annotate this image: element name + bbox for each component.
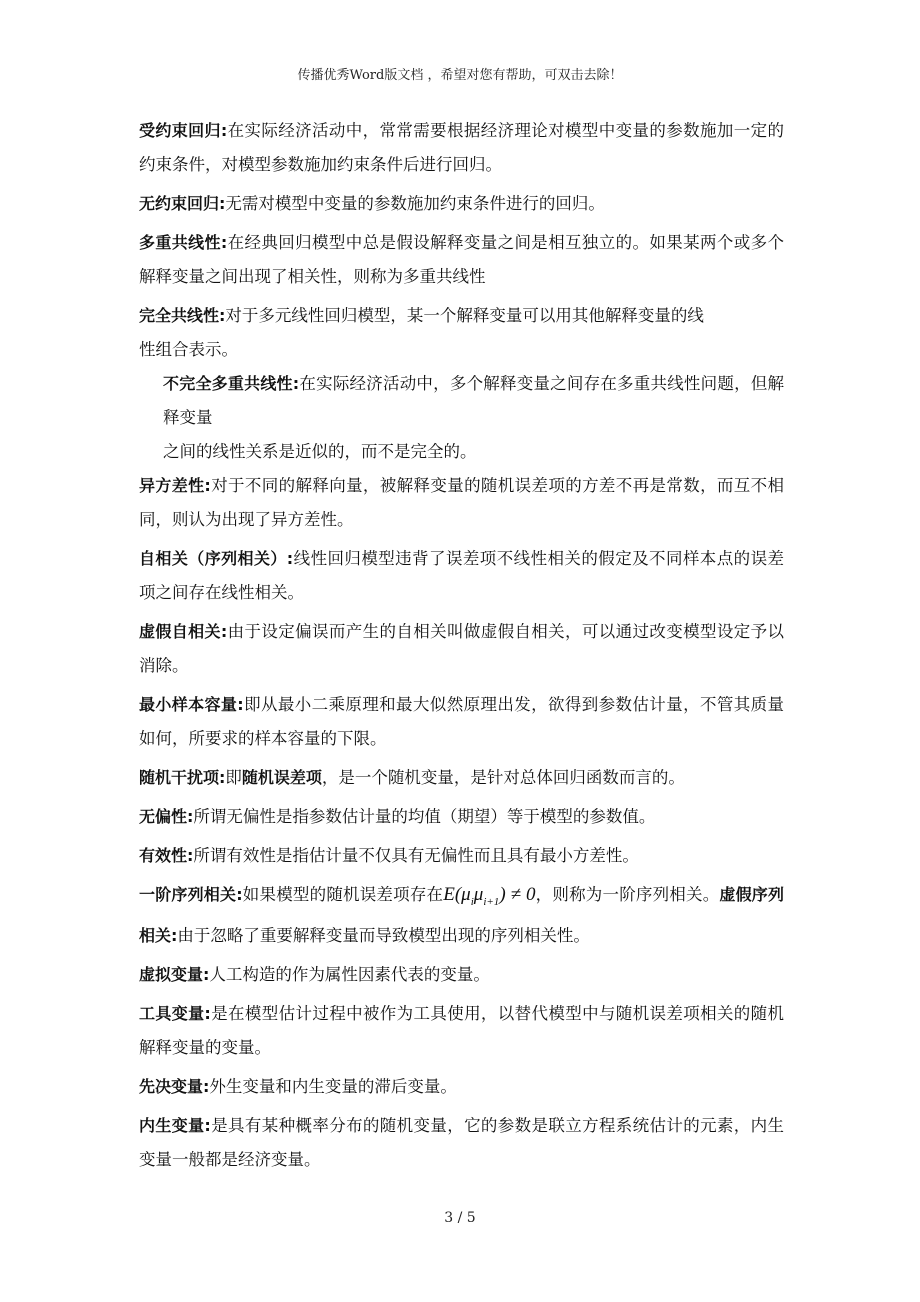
term: 自相关（序列相关）: <box>139 549 294 568</box>
entry-heteroscedasticity <box>139 469 784 537</box>
definition: 外生变量和内生变量的滞后变量。 <box>209 1076 457 1096</box>
page-number: 3 / 5 <box>444 1210 476 1226</box>
definition: 线性回归模型违背了误差项不线性相关的假定及不同样本点的误差项之间存在线性相关。 <box>139 549 785 602</box>
definition-prefix: 即 <box>225 768 242 787</box>
definition: 无需对模型中变量的参数施加约束条件进行的回归。 <box>225 194 605 213</box>
term: 最小样本容量: <box>139 695 244 714</box>
definition: 即从最小二乘原理和最大似然原理出发，欲得到参数估计量，不管其质量如何，所要求的样本容量的下限。 <box>139 695 784 748</box>
entry-minimum-sample-size <box>139 688 784 756</box>
term: 多重共线性: <box>139 233 228 252</box>
definition-continued: 性组合表示。 <box>139 340 238 359</box>
inline-term: 随机误差项 <box>241 768 322 787</box>
indented-block <box>139 367 784 469</box>
definition: 人工构造的作为属性因素代表的变量。 <box>209 964 490 984</box>
entry-spurious-autocorrelation <box>139 615 784 683</box>
glossary-body <box>139 114 784 1177</box>
entry-first-order-serial-correlation <box>139 878 784 953</box>
formula-part: E(μ <box>443 884 471 905</box>
definition: 所谓无偏性是指参数估计量的均值（期望）等于模型的参数值。 <box>193 807 656 826</box>
definition: 在实际经济活动中，常常需要根据经济理论对模型中变量的参数施加一定的约束条件，对模型参数施加约束条件后进行回归。 <box>139 121 785 174</box>
entry-restricted-regression <box>139 114 784 182</box>
entry-imperfect-multicollinearity <box>163 367 784 469</box>
definition: 在经典回归模型中总是假设解释变量之间是相互独立的。如果某两个或多个解释变量之间出现了相关性，则称为多重共线性 <box>139 233 785 286</box>
term: 受约束回归: <box>139 121 228 140</box>
formula-part: ) ≠ 0 <box>499 884 536 905</box>
entry-unbiasedness <box>139 800 784 834</box>
entry-instrumental-variable <box>139 997 784 1065</box>
term: 工具变量: <box>139 1003 211 1023</box>
definition: 由于设定偏误而产生的自相关叫做虚假自相关，可以通过改变模型设定予以消除。 <box>139 622 785 675</box>
term: 虚假自相关: <box>139 622 228 641</box>
formula-part: μ <box>473 884 484 905</box>
entry-dummy-variable <box>139 958 784 992</box>
term: 有效性: <box>139 846 194 865</box>
term: 完全共线性: <box>139 306 226 325</box>
entry-perfect-collinearity <box>139 299 784 367</box>
term: 先决变量: <box>139 1076 210 1096</box>
term: 异方差性: <box>139 476 211 495</box>
page-header: 传播优秀Word版文档 ，希望对您有帮助，可双击去除！ <box>297 68 623 83</box>
definition: 所谓有效性是指估计量不仅具有无偏性而且具有最小方差性。 <box>193 846 639 865</box>
definition: 是在模型估计过程中被作为工具使用，以替代模型中与随机误差项相关的随机解释变量的变量。 <box>139 1003 785 1057</box>
entry-predetermined-variable <box>139 1070 784 1104</box>
term: 随机干扰项: <box>139 768 226 787</box>
definition-after: 由于忽略了重要解释变量而导致模型出现的序列相关性。 <box>177 925 590 945</box>
term: 一阶序列相关: <box>139 885 243 904</box>
entry-efficiency <box>139 839 784 873</box>
entry-autocorrelation <box>139 542 784 610</box>
formula-subscript: i+1 <box>483 895 500 908</box>
term: 不完全多重共线性: <box>163 374 300 393</box>
definition-prefix: 如果模型的随机误差项存在 <box>242 885 444 904</box>
definition: 对于多元线性回归模型，某一个解释变量可以用其他解释变量的线 <box>225 306 704 325</box>
term: 内生变量: <box>139 1115 211 1135</box>
formula-subscript: i <box>470 895 474 908</box>
definition-continued: 之间的线性关系是近似的，而不是完全的。 <box>163 442 477 461</box>
entry-endogenous-variable <box>139 1109 784 1177</box>
entry-multicollinearity <box>139 226 784 294</box>
definition: ，则称为一阶序列相关。 <box>535 885 720 904</box>
inline-term: 虚假序列相关: <box>139 885 785 945</box>
entry-random-disturbance <box>139 761 784 795</box>
term: 无偏性: <box>139 807 194 826</box>
definition: 是具有某种概率分布的随机变量，它的参数是联立方程系统估计的元素，内生变量一般都是经济变量。 <box>139 1115 785 1169</box>
entry-unrestricted-regression <box>139 187 784 221</box>
term: 虚拟变量: <box>139 964 210 984</box>
term: 无约束回归: <box>139 194 226 213</box>
definition: 在实际经济活动中，多个解释变量之间存在多重共线性问题，但解释变量 <box>163 374 784 427</box>
definition: ，是一个随机变量，是针对总体回归函数而言的。 <box>321 768 685 787</box>
definition: 对于不同的解释向量，被解释变量的随机误差项的方差不再是常数，而互不相同，则认为出现了异方差性。 <box>139 476 785 529</box>
formula <box>443 884 536 908</box>
